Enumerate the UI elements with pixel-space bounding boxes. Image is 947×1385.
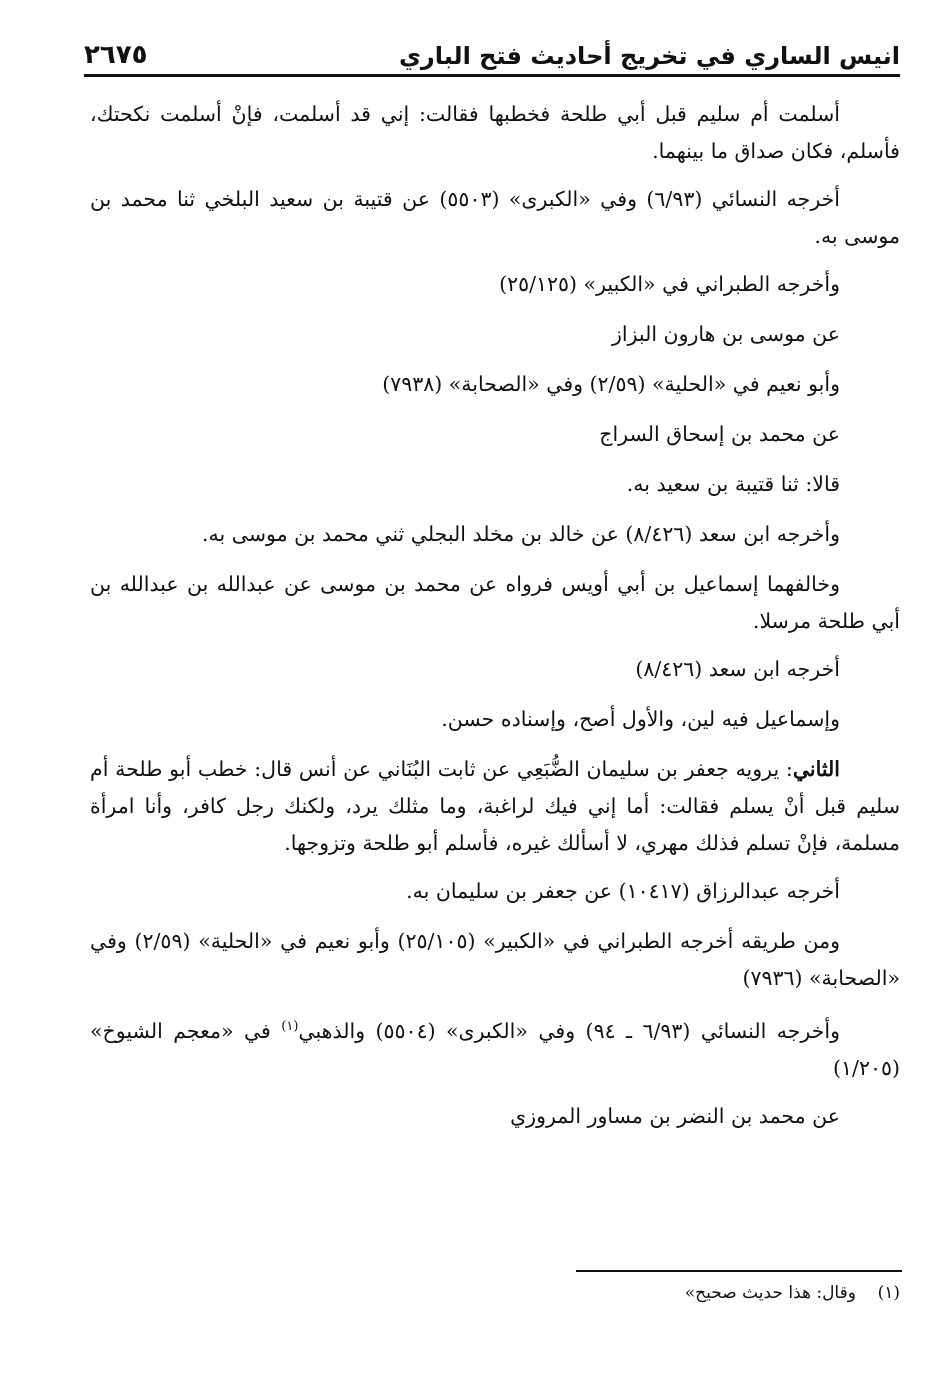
- footnote-marker: (١): [877, 1283, 900, 1303]
- page-number: ٢٦٧٥: [84, 40, 148, 70]
- paragraph: عن محمد بن إسحاق السراج: [599, 422, 840, 446]
- paragraph-text: وأخرجه النسائي (٦/٩٣ ـ ٩٤) وفي «الكبرى» (٥٥٠٤) والذهبي: [298, 1018, 840, 1043]
- paragraph: أسلمت أم سليم قبل أبي طلحة فخطبها فقالت: إني قد أسلمت، فإنْ أسلمت نكحتك، فأسلم، فكان صداق ما بينهما.: [90, 102, 900, 163]
- footnote-separator: [576, 1270, 902, 1272]
- main-text: [90, 96, 900, 1148]
- footnote-reference: (١): [281, 1019, 299, 1034]
- paragraph: أخرجه عبدالرزاق (١٠٤١٧) عن جعفر بن سليمان به.: [406, 879, 840, 903]
- footnote: [400, 1280, 900, 1306]
- paragraph: وإسماعيل فيه لين، والأول أصح، وإسناده حسن.: [441, 707, 840, 731]
- footnote-text: وقال: هذا حديث صحيح»: [684, 1283, 856, 1303]
- paragraph-text: : يرويه جعفر بن سليمان الضُّبَعِي عن ثابت البُنَاني عن أنس قال: خطب أبو طلحة أم سليم قبل أنْ يسلم فقالت: أما إني فيك لراغبة، وما مثلك يرد، ولكنك رجل كافر، وأنا امرأة مسلمة، فإنْ تسلم فذلك مهري، لا أسألك غيره، فأسلم أبو طلحة وتزوجها.: [90, 757, 900, 855]
- paragraph: وأخرجه الطبراني في «الكبير» (٢٥/١٢٥): [499, 272, 840, 296]
- paragraph: وأخرجه ابن سعد (٨/٤٢٦) عن خالد بن مخلد البجلي ثني محمد بن موسى به.: [202, 522, 840, 546]
- paragraph: ومن طريقه أخرجه الطبراني في «الكبير» (٢٥/١٠٥) وأبو نعيم في «الحلية» (٢/٥٩) وفي «الصحابة» (٧٩٣٦): [90, 929, 900, 990]
- paragraph: وخالفهما إسماعيل بن أبي أويس فرواه عن محمد بن موسى عن عبدالله بن عبدالله بن أبي طلحة مرسلا.: [90, 572, 900, 633]
- paragraph-text: في «معجم الشيوخ» (١/٢٠٥): [90, 1018, 900, 1080]
- running-title: انيس الساري في تخريج أحاديث فتح الباري: [398, 42, 900, 70]
- section-lead: الثاني: [792, 757, 840, 781]
- paragraph: عن موسى بن هارون البزاز: [612, 322, 840, 346]
- paragraph: [90, 751, 900, 862]
- paragraph: [90, 1008, 900, 1087]
- paragraph: قالا: ثنا قتيبة بن سعيد به.: [626, 472, 840, 496]
- page-header: [84, 30, 900, 77]
- paragraph: أخرجه ابن سعد (٨/٤٢٦): [635, 657, 840, 681]
- paragraph: عن محمد بن النضر بن مساور المروزي: [510, 1103, 840, 1128]
- paragraph: وأبو نعيم في «الحلية» (٢/٥٩) وفي «الصحابة» (٧٩٣٨): [382, 372, 840, 396]
- paragraph: أخرجه النسائي (٦/٩٣) وفي «الكبرى» (٥٥٠٣) عن قتيبة بن سعيد البلخي ثنا محمد بن موسى به.: [90, 187, 900, 248]
